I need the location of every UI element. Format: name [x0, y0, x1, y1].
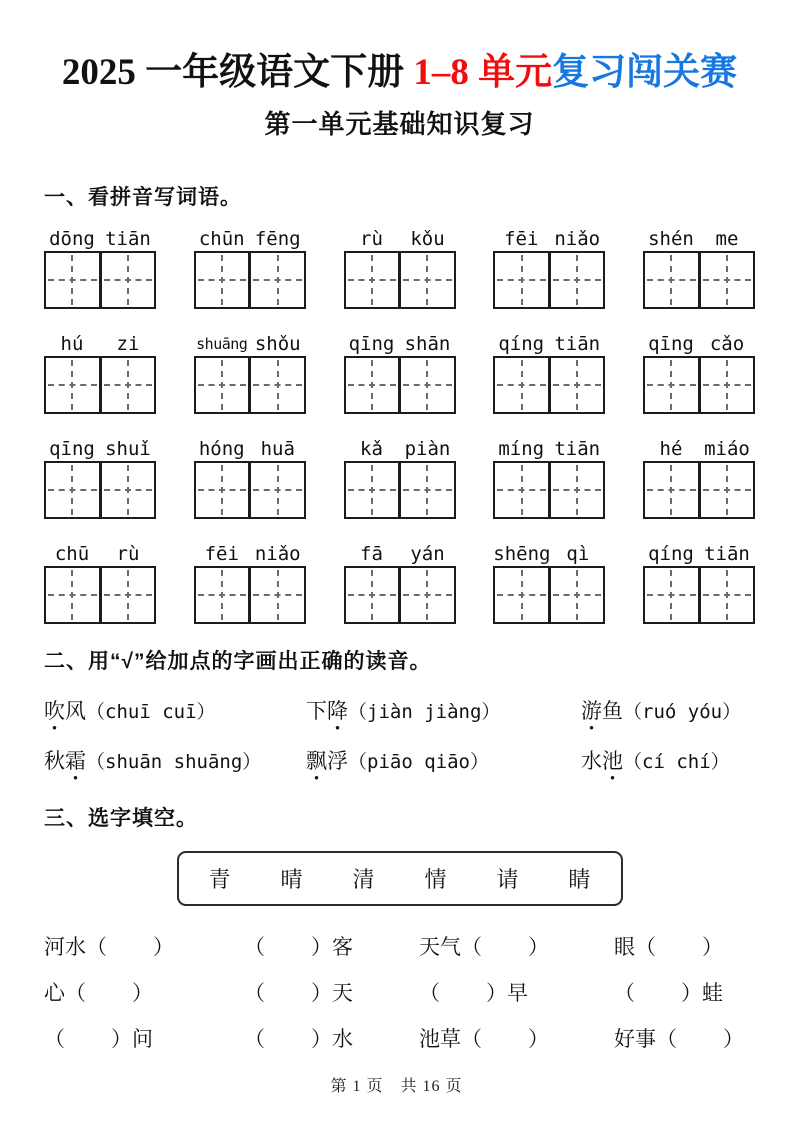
pinyin-syllable: qīng	[49, 437, 95, 460]
writing-box[interactable]	[44, 251, 101, 309]
pinyin-syllable: kǎ	[360, 437, 383, 460]
pinyin-syllable: fēi	[204, 542, 239, 565]
pinyin-options[interactable]: （piāo qiāo）	[348, 750, 489, 773]
title-contest-text: 复习闯关赛	[552, 52, 738, 93]
pinyin-syllable: tiān	[105, 227, 151, 250]
writing-box[interactable]	[399, 356, 456, 414]
pinyin-row	[44, 225, 755, 309]
fill-post-text: 天	[332, 980, 353, 1005]
pinyin-word	[194, 435, 306, 461]
writing-box[interactable]	[44, 566, 101, 624]
pinyin-row	[44, 540, 755, 624]
char-bank-item: 清	[352, 866, 375, 892]
writing-box[interactable]	[643, 251, 700, 309]
pinyin-syllable: fēi	[504, 227, 539, 250]
writing-box[interactable]	[44, 461, 101, 519]
paren-close: ）	[723, 1026, 744, 1051]
pinyin-row	[44, 435, 755, 519]
pinyin-syllable: tiān	[554, 332, 601, 355]
writing-box[interactable]	[344, 251, 401, 309]
pinyin-word	[493, 330, 605, 356]
fill-pre-text: 天气	[419, 934, 461, 959]
writing-box[interactable]	[249, 566, 306, 624]
pinyin-syllable: shuǐ	[105, 437, 151, 460]
pinyin-word	[44, 435, 156, 461]
paren-close: ）	[528, 934, 549, 959]
writing-box[interactable]	[100, 566, 157, 624]
pinyin-word-cell	[44, 330, 156, 414]
pinyin-syllable: fēng	[254, 227, 301, 250]
dotted-char: 霜	[65, 748, 86, 773]
pinyin-word-cell	[194, 540, 306, 624]
writing-box-pair	[194, 251, 306, 309]
fill-item	[44, 931, 244, 961]
word-char: 秋	[44, 748, 65, 773]
writing-box[interactable]	[249, 251, 306, 309]
pinyin-options[interactable]: （shuān shuāng）	[86, 750, 262, 773]
fill-item	[44, 1023, 244, 1053]
writing-box[interactable]	[100, 251, 157, 309]
pinyin-syllable: hóng	[198, 437, 245, 460]
writing-box[interactable]	[344, 356, 401, 414]
pinyin-word	[44, 540, 156, 566]
pinyin-syllable: cǎo	[709, 332, 745, 355]
pinyin-word-cell	[44, 540, 156, 624]
char-bank-item: 请	[496, 866, 519, 892]
pinyin-syllable: shǒu	[254, 332, 301, 355]
writing-box[interactable]	[399, 566, 456, 624]
paren-close: ）	[153, 934, 174, 959]
dotted-char: 游	[581, 698, 602, 723]
writing-box[interactable]	[643, 356, 700, 414]
pinyin-options[interactable]: （ruó yóu）	[623, 700, 742, 723]
paren-close: ）	[111, 1026, 132, 1051]
fill-item	[419, 1023, 614, 1053]
paren-open: （	[635, 934, 656, 959]
writing-box-pair	[493, 251, 605, 309]
writing-box-pair	[493, 461, 605, 519]
pinyin-word-cell	[344, 330, 456, 414]
writing-box-pair	[44, 461, 156, 519]
fill-pre-text: 池草	[419, 1026, 461, 1051]
paren-close: ）	[311, 934, 332, 959]
pinyin-word	[643, 435, 755, 461]
fill-item	[244, 931, 419, 961]
paren-close: ）	[311, 1026, 332, 1051]
writing-box-pair	[44, 356, 156, 414]
writing-box[interactable]	[699, 356, 756, 414]
pronunciation-item	[581, 695, 755, 725]
word-char: 浮	[327, 748, 348, 773]
writing-box[interactable]	[493, 566, 550, 624]
paren-open: （	[65, 980, 86, 1005]
char-bank-item: 青	[208, 866, 231, 892]
answer-blank[interactable]	[86, 935, 174, 959]
writing-box[interactable]	[699, 566, 756, 624]
pinyin-word	[194, 330, 306, 356]
writing-box-pair	[344, 461, 456, 519]
dotted-char: 降	[327, 698, 348, 723]
answer-blank[interactable]	[656, 1027, 744, 1051]
pinyin-word-cell	[194, 225, 306, 309]
pinyin-syllable: shén	[648, 227, 694, 250]
word-char: 风	[65, 698, 86, 723]
title-year-text: 2025 一年级语文下册	[61, 52, 414, 93]
writing-box[interactable]	[643, 461, 700, 519]
dotted-char: 池	[602, 748, 623, 773]
pronunciation-item	[306, 745, 581, 775]
fill-row	[44, 977, 755, 1006]
writing-box[interactable]	[249, 461, 306, 519]
writing-box[interactable]	[249, 356, 306, 414]
pinyin-syllable: yán	[410, 542, 445, 565]
word-char: 水	[581, 748, 602, 773]
answer-blank[interactable]	[461, 935, 549, 959]
pinyin-syllable: rù	[360, 227, 383, 250]
paren-open: （	[44, 1026, 65, 1051]
fill-pre-text: 好事	[614, 1026, 656, 1051]
paren-close: ）	[681, 980, 702, 1005]
pronunciation-item	[581, 745, 755, 775]
pinyin-syllable: niǎo	[554, 227, 601, 250]
pinyin-word-cell	[194, 435, 306, 519]
pinyin-syllable: shuāng	[196, 334, 248, 353]
char-bank-item: 晴	[280, 866, 303, 892]
paren-open: （	[244, 980, 265, 1005]
paren-close: ）	[486, 980, 507, 1005]
writing-box-pair	[493, 566, 605, 624]
char-bank-item: 情	[424, 866, 447, 892]
writing-box[interactable]	[643, 566, 700, 624]
section1-heading: 一、看拼音写词语。	[44, 185, 242, 209]
paren-open: （	[614, 980, 635, 1005]
pinyin-syllable: qīng	[348, 332, 395, 355]
paren-open: （	[461, 934, 482, 959]
pronunciation-item	[306, 695, 581, 725]
writing-box[interactable]	[493, 251, 550, 309]
fill-pre-text: 心	[44, 980, 65, 1005]
writing-box[interactable]	[100, 356, 157, 414]
writing-box[interactable]	[699, 251, 756, 309]
pinyin-syllable: me	[715, 227, 739, 250]
pinyin-word	[493, 225, 605, 251]
word-char: 鱼	[602, 698, 623, 723]
writing-box[interactable]	[699, 461, 756, 519]
writing-box[interactable]	[194, 356, 251, 414]
writing-box[interactable]	[549, 461, 606, 519]
pinyin-syllable: miáo	[704, 437, 750, 460]
pinyin-word-cell	[493, 540, 605, 624]
writing-box[interactable]	[194, 461, 251, 519]
section3-heading: 三、选字填空。	[44, 806, 198, 830]
answer-blank[interactable]	[635, 935, 723, 959]
pinyin-options[interactable]: （chuī cuī）	[86, 700, 216, 723]
fill-item	[614, 1023, 755, 1053]
pinyin-syllable: huā	[260, 437, 295, 460]
writing-box[interactable]	[194, 566, 251, 624]
pinyin-word	[493, 540, 605, 566]
pinyin-word	[643, 540, 755, 566]
writing-box-pair	[344, 251, 456, 309]
pinyin-syllable: rù	[116, 542, 140, 565]
fill-item	[244, 977, 419, 1007]
paren-close: ）	[311, 980, 332, 1005]
pinyin-syllable: tiān	[554, 437, 601, 460]
writing-box-pair	[643, 461, 755, 519]
writing-box[interactable]	[344, 566, 401, 624]
pinyin-options[interactable]: （cí chí）	[623, 750, 730, 773]
pronunciation-item	[44, 695, 306, 725]
fill-post-text: 蛙	[702, 980, 723, 1005]
writing-box-pair	[194, 461, 306, 519]
subtitle: 第一单元基础知识复习	[264, 109, 535, 139]
fill-rows	[44, 931, 755, 1052]
paren-close: ）	[528, 1026, 549, 1051]
writing-box[interactable]	[549, 251, 606, 309]
writing-box[interactable]	[493, 461, 550, 519]
pinyin-syllable: qíng	[648, 542, 694, 565]
pinyin-word	[194, 225, 306, 251]
paren-open: （	[86, 934, 107, 959]
section2-heading: 二、用“√”给加点的字画出正确的读音。	[44, 649, 432, 673]
pinyin-word	[344, 225, 456, 251]
pinyin-word-cell	[643, 225, 755, 309]
answer-blank[interactable]	[461, 1027, 549, 1051]
fill-post-text: 水	[332, 1026, 353, 1051]
char-bank	[177, 851, 623, 906]
writing-box-pair	[493, 356, 605, 414]
answer-blank[interactable]	[65, 981, 153, 1005]
title-unit-range: 1–8 单元	[413, 52, 553, 93]
char-bank-item: 睛	[568, 866, 591, 892]
fill-row	[44, 931, 755, 960]
pinyin-options[interactable]: （jiàn jiàng）	[348, 700, 501, 723]
answer-blank[interactable]	[614, 981, 702, 1005]
paren-close: ）	[702, 934, 723, 959]
fill-item	[419, 931, 614, 961]
pinyin-word	[44, 225, 156, 251]
writing-box[interactable]	[549, 356, 606, 414]
pinyin-syllable: piàn	[404, 437, 451, 460]
fill-item	[44, 977, 244, 1007]
pinyin-word	[344, 540, 456, 566]
pinyin-syllable: kǒu	[410, 227, 445, 250]
pinyin-word-cell	[44, 225, 156, 309]
pinyin-syllable: fā	[360, 542, 383, 565]
pinyin-syllable: niǎo	[254, 542, 301, 565]
pinyin-word-cell	[643, 330, 755, 414]
writing-box[interactable]	[399, 461, 456, 519]
pinyin-syllable: chū	[54, 542, 90, 565]
pinyin-syllable: tiān	[704, 542, 750, 565]
pinyin-word-cell	[44, 435, 156, 519]
writing-box-pair	[44, 251, 156, 309]
word-char: 下	[306, 698, 327, 723]
pinyin-row	[44, 330, 755, 414]
pronunciation-row	[44, 695, 755, 725]
fill-item	[244, 1023, 419, 1053]
pinyin-syllable: dōng	[49, 227, 95, 250]
pinyin-word-cell	[493, 330, 605, 414]
pinyin-word	[643, 225, 755, 251]
pronunciation-item	[44, 745, 306, 775]
pinyin-syllable: qīng	[648, 332, 694, 355]
pinyin-syllable: shān	[404, 332, 451, 355]
pinyin-word	[44, 330, 156, 356]
fill-post-text: 早	[507, 980, 528, 1005]
fill-item	[419, 977, 614, 1007]
writing-box-pair	[194, 356, 306, 414]
pinyin-word-cell	[643, 540, 755, 624]
paren-open: （	[244, 934, 265, 959]
fill-row	[44, 1023, 755, 1052]
pinyin-word-cell	[344, 540, 456, 624]
pinyin-syllable: míng	[498, 437, 545, 460]
dotted-char: 飘	[306, 748, 327, 773]
pinyin-word-cell	[344, 225, 456, 309]
fill-pre-text: 河水	[44, 934, 86, 959]
dotted-char: 吹	[44, 698, 65, 723]
writing-box[interactable]	[493, 356, 550, 414]
writing-box-pair	[643, 251, 755, 309]
writing-box[interactable]	[100, 461, 157, 519]
fill-post-text: 问	[132, 1026, 153, 1051]
writing-box[interactable]	[399, 251, 456, 309]
answer-blank[interactable]	[244, 935, 332, 959]
paren-close: ）	[132, 980, 153, 1005]
writing-box-pair	[44, 566, 156, 624]
pinyin-word-cell	[493, 225, 605, 309]
paren-open: （	[419, 980, 440, 1005]
paren-open: （	[461, 1026, 482, 1051]
pinyin-syllable: chūn	[198, 227, 245, 250]
writing-box-pair	[643, 356, 755, 414]
writing-box[interactable]	[44, 356, 101, 414]
pinyin-word-cell	[493, 435, 605, 519]
fill-pre-text: 眼	[614, 934, 635, 959]
pinyin-syllable: hé	[659, 437, 683, 460]
pinyin-word-cell	[344, 435, 456, 519]
pronunciation-row	[44, 745, 755, 775]
writing-box[interactable]	[344, 461, 401, 519]
writing-box[interactable]	[549, 566, 606, 624]
pinyin-syllable: zi	[116, 332, 140, 355]
pinyin-grid	[44, 225, 755, 624]
pronunciation-rows	[44, 695, 755, 775]
paren-open: （	[244, 1026, 265, 1051]
pinyin-word-cell	[643, 435, 755, 519]
page-title	[44, 52, 755, 95]
writing-box-pair	[344, 566, 456, 624]
fill-item	[614, 931, 755, 961]
writing-box-pair	[643, 566, 755, 624]
writing-box-pair	[194, 566, 306, 624]
pinyin-word	[493, 435, 605, 461]
paren-open: （	[656, 1026, 677, 1051]
pinyin-syllable: qì	[566, 542, 590, 565]
pinyin-syllable: hú	[60, 332, 84, 355]
page-footer: 第 1 页 共 16 页	[330, 1078, 463, 1095]
fill-post-text: 客	[332, 934, 353, 959]
fill-item	[614, 977, 755, 1007]
pinyin-word-cell	[194, 330, 306, 414]
answer-blank[interactable]	[419, 981, 507, 1005]
pinyin-syllable: shēng	[493, 542, 551, 565]
pinyin-word	[344, 330, 456, 356]
answer-blank[interactable]	[44, 1027, 132, 1051]
answer-blank[interactable]	[244, 1027, 332, 1051]
pinyin-word	[194, 540, 306, 566]
pinyin-word	[344, 435, 456, 461]
writing-box-pair	[344, 356, 456, 414]
writing-box[interactable]	[194, 251, 251, 309]
pinyin-word	[643, 330, 755, 356]
answer-blank[interactable]	[244, 981, 332, 1005]
pinyin-syllable: qíng	[498, 332, 545, 355]
